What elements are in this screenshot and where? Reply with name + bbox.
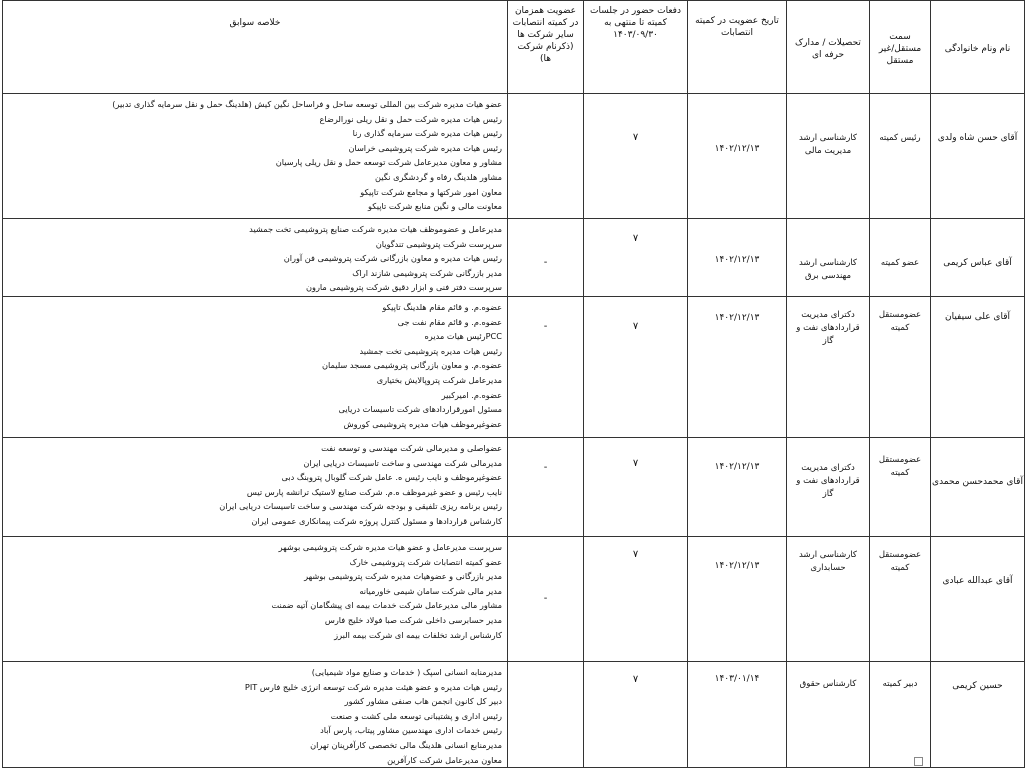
summary-line: رئیس هیات مدیره و عضو هیئت مدیره شرکت توسعه انرژی خلیج فارس PIT [244, 681, 502, 692]
career-summary [3, 537, 508, 662]
summary-line: رئیس هیات مدیره پتروشیمی تخت جمشید [359, 345, 502, 356]
summary-line: کارشناس قراردادها و مسئول کنترل پروژه شرکت پیمانکاری عمومی ایران [251, 515, 502, 526]
summary-line: مدیر حسابرسی داخلی شرکت صبا فولاد خلیج فارس [324, 614, 502, 625]
header-education-text: تحصیلات / مدارک حرفه ای [795, 38, 861, 60]
table-row [3, 219, 1025, 297]
summary-line: رئیس خدمات اداری مهندسین مشاور پیتاب، پارس آباد [320, 725, 502, 736]
summary-line: مدیرمالی شرکت مهندسی و ساخت تاسیسات دریایی ایران [303, 457, 502, 468]
summary-line: مدیر بازرگانی و عضوهیات مدیره شرکت پتروشیمی بوشهر [304, 571, 502, 582]
summary-line: مدیرعامل و عضوموظف هیات مدیره شرکت صنایع پتروشیمی تخت جمشید [249, 224, 502, 234]
member-position: رئیس کمیته [870, 94, 931, 219]
header-concurrent-text: عضویت همزمان در کمیته انتصابات سایر شرکت ها (ذکرنام شرکت ها) [512, 6, 579, 64]
summary-line: مدیرمنابه انسانی اسپک ( خدمات و صنایع مواد شیمیایی) [311, 667, 502, 677]
summary-line: نایب رئیس و عضو غیرموظف ه.م. شرکت صنایع لاستیک ترانشه پارس تیس [246, 486, 502, 497]
summary-line: عضوغیرموظف و نایب رئیس ه. عامل شرکت گلوبال پتروبنگ دبی [281, 472, 502, 483]
summary-line: رئیس هیات مدیره شرکت پتروشیمی خراسان [348, 142, 502, 153]
summary-line: مدیرمنابع انسانی هلدینگ مالی تخصصی کارآفرینان تهران [310, 739, 502, 750]
summary-line: مسئول امورقراردادهای شرکت تاسیسات دریایی [338, 404, 502, 415]
header-concurrent [508, 1, 584, 94]
table-row [3, 297, 1025, 438]
career-summary [3, 297, 508, 438]
page-corner-handle [914, 757, 923, 766]
header-education [787, 1, 870, 94]
session-count: ۷ [584, 438, 688, 537]
session-count: ۷ [584, 662, 688, 768]
summary-line: مدیرعامل شرکت پتروپالایش بختیاری [376, 374, 502, 385]
summary-line: عضوه.م. امیرکبیر [441, 389, 502, 400]
summary-line: عضو هیات مدیره شرکت بین المللی توسعه ساحل و فراساحل نگین کیش (هلدینگ حمل و نقل سرمایه گذاری تدبیر) [112, 99, 502, 109]
summary-line: عضواصلی و مدیرمالی شرکت مهندسی و توسعه نفت [321, 443, 502, 453]
summary-line: معاون امور شرکتها و مجامع شرکت تاپیکو [360, 186, 502, 197]
header-position [870, 1, 931, 94]
summary-line: عضو کمیته انتصابات شرکت پتروشیمی خارک [349, 556, 502, 567]
summary-line: رئیس برنامه ریزی تلفیقی و بودجه شرکت مهندسی و ساخت تاسیسات دریایی ایران [219, 501, 502, 512]
concurrent-membership: - [508, 438, 584, 537]
summary-line: مدیر بازرگانی شرکت پتروشیمی شازند اراک [352, 267, 502, 278]
member-position: عضو کمیته [870, 219, 931, 297]
career-summary [3, 219, 508, 297]
concurrent-membership: - [508, 219, 584, 297]
session-count: ۷ [584, 219, 688, 297]
table-row [3, 537, 1025, 662]
member-education: دکترای مدیریت قراردادهای نفت و گاز [787, 438, 870, 537]
session-count: ۷ [584, 297, 688, 438]
summary-line: رئیس اداری و پشتیبانی توسعه ملی کشت و صنعت [330, 710, 502, 721]
header-sessions [584, 1, 688, 94]
document [2, 0, 1023, 768]
summary-line: رئیس هیات مدیره و معاون بازرگانی شرکت پتروشیمی فن آوران [283, 253, 502, 264]
member-education: کارشناسی ارشد مدیریت مالی [787, 94, 870, 219]
concurrent-membership [508, 662, 584, 768]
member-position: عضومستقل کمیته [870, 438, 931, 537]
summary-line: عضوغیرموظف هیات مدیره پتروشیمی کوروش [343, 418, 502, 429]
member-position: دبیر کمیته [870, 662, 931, 768]
career-summary [3, 438, 508, 537]
session-count: ۷ [584, 537, 688, 662]
membership-date: ۱۴۰۲/۱۲/۱۳ [688, 219, 787, 297]
member-position: عضومستقل کمیته [870, 537, 931, 662]
member-name: آقای حسن شاه ولدی [931, 94, 1025, 219]
summary-line: مشاور و معاون مدیرعامل شرکت توسعه حمل و نقل ریلی پارسیان [275, 157, 502, 168]
header-summary [3, 1, 508, 94]
header-row [3, 1, 1025, 94]
member-education: کارشناسی ارشد حسابداری [787, 537, 870, 662]
summary-line: عضوه.م. و معاون بازرگانی پتروشیمی مسجد سلیمان [322, 360, 502, 371]
member-education: دکترای مدیریت قراردادهای نفت و گاز [787, 297, 870, 438]
summary-line: عضوه.م. و قائم مقام نفت جی [397, 316, 502, 327]
membership-date: ۱۴۰۲/۱۲/۱۳ [688, 537, 787, 662]
table-row [3, 94, 1025, 219]
concurrent-membership: - [508, 297, 584, 438]
session-count: ۷ [584, 94, 688, 219]
concurrent-membership: - [508, 537, 584, 662]
summary-line: سرپرست شرکت پتروشیمی تندگویان [375, 238, 502, 249]
summary-line: مدیر مالی شرکت سامان شیمی خاورمیانه [359, 585, 502, 596]
header-membership-date [688, 1, 787, 94]
member-education: کارشناس حقوق [787, 662, 870, 768]
summary-line: عضوه.م. و قائم مقام هلدینگ تاپیکو [382, 302, 502, 312]
committee-members-table [2, 0, 1025, 768]
header-summary-text: خلاصه سوابق [229, 18, 281, 28]
member-name: حسین کریمی [931, 662, 1025, 768]
member-name: آقای عباس کریمی [931, 219, 1025, 297]
member-education: کارشناسی ارشد مهندسی برق [787, 219, 870, 297]
table-row [3, 662, 1025, 768]
summary-line: PCCرئیس هیات مدیره [424, 331, 502, 342]
summary-line: معاونت مالی و نگین منابع شرکت تاپیکو [368, 201, 502, 212]
membership-date: ۱۴۰۲/۱۲/۱۳ [688, 94, 787, 219]
member-name: آقای علی سیفیان [931, 297, 1025, 438]
table-body [3, 94, 1025, 768]
member-name: آقای عبدالله عبادی [931, 537, 1025, 662]
header-membership-date-text: تاریخ عضویت در کمیته انتصابات [695, 16, 779, 38]
header-sessions-text: دفعات حضور در جلسات کمیته تا منتهی به ۱۴۰۳/۰۹/۳۰ [590, 6, 681, 40]
membership-date: ۱۴۰۳/۰۱/۱۴ [688, 662, 787, 768]
header-name: نام ونام خانوادگی [931, 1, 1025, 94]
career-summary [3, 94, 508, 219]
summary-line: رئیس هیات مدیره شرکت حمل و نقل ریلی نورالرضاع [319, 113, 502, 124]
summary-line: دبیر کل کانون انجمن هاب صنفی مشاور کشور [344, 696, 502, 707]
membership-date: ۱۴۰۲/۱۲/۱۳ [688, 297, 787, 438]
summary-line: معاون مدیرعامل شرکت کارآفرین [387, 754, 502, 765]
membership-date: ۱۴۰۲/۱۲/۱۳ [688, 438, 787, 537]
member-position: عضومستقل کمیته [870, 297, 931, 438]
member-name: آقای محمدحسن محمدی [931, 438, 1025, 537]
career-summary [3, 662, 508, 768]
summary-line: رئیس هیات مدیره شرکت سرمایه گذاری رنا [352, 128, 502, 139]
summary-line: مشاور هلدینگ رفاه و گردشگری نگین [375, 171, 502, 182]
summary-line: سرپرست دفتر فنی و ابزار دقیق شرکت پتروشیمی مارون [306, 282, 502, 293]
header-position-text: سمت مستقل/غیر مستقل [878, 32, 922, 66]
table-row [3, 438, 1025, 537]
concurrent-membership [508, 94, 584, 219]
summary-line: سرپرست مدیرعامل و عضو هیات مدیره شرکت پتروشیمی بوشهر [278, 542, 502, 552]
summary-line: مشاور مالی مدیرعامل شرکت خدمات بیمه ای پیشگامان آتیه ضمنت [271, 600, 502, 611]
summary-line: کارشناس ارشد تخلفات بیمه ای شرکت بیمه البرز [334, 629, 502, 640]
